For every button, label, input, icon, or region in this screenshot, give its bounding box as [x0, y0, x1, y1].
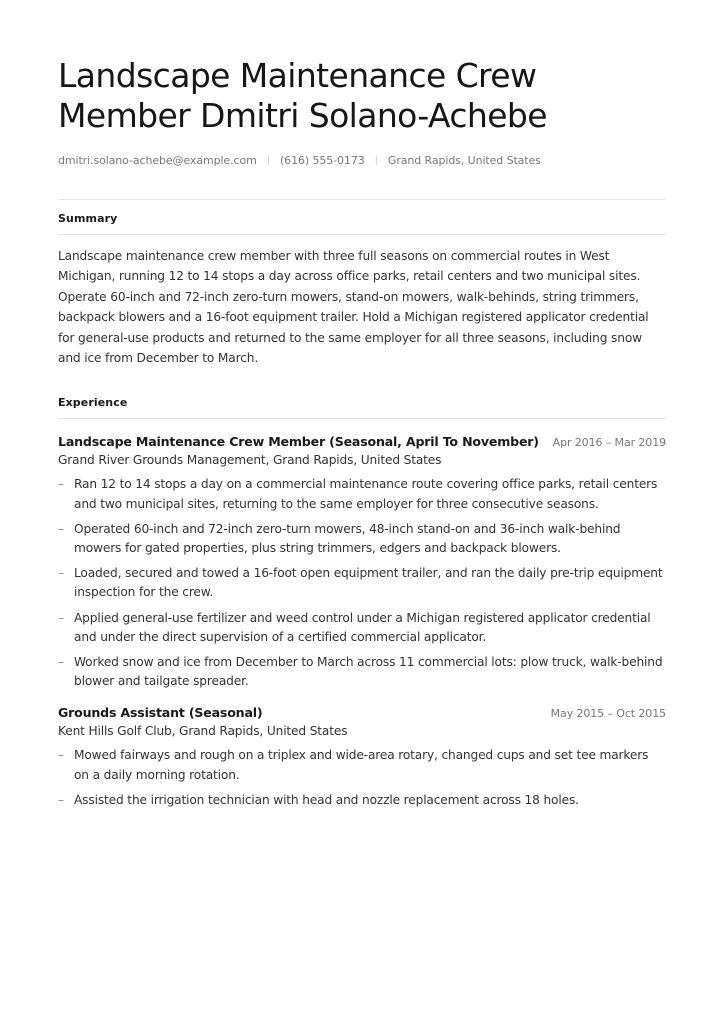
contact-location: Grand Rapids, United States — [387, 154, 541, 167]
summary-heading: Summary — [58, 212, 118, 225]
job-dates: May 2015 – Oct 2015 — [550, 707, 666, 721]
bullet-dash: – — [58, 566, 64, 581]
bullet-dash: – — [58, 610, 64, 625]
contact-phone[interactable]: (616) 555-0173 — [279, 154, 365, 167]
summary-section — [58, 212, 666, 368]
job-entry — [58, 705, 666, 810]
bullet-item — [58, 653, 666, 691]
contact-email[interactable]: dmitri.solano-achebe@example.com — [58, 154, 257, 167]
job-header — [58, 705, 666, 720]
job-bullets — [58, 746, 666, 810]
bullet-text: Ran 12 to 14 stops a day on a commercial maintenance route covering office parks, retail centers and two municipal sites, returning to the same employer for three consecutive seasons. — [74, 477, 658, 511]
bullet-text: Assisted the irrigation technician with head and nozzle replacement across 18 holes. — [74, 792, 579, 807]
bullet-text: Applied general-use fertilizer and weed control under a Michigan registered applicator credential and under the direct supervision of a certified commercial applicator. — [74, 610, 651, 644]
bullet-text: Worked snow and ice from December to March across 11 commercial lots: plow truck, walk-behind blower and tailgate spreader. — [74, 655, 663, 689]
experience-heading: Experience — [58, 396, 128, 410]
job-title: Grounds Assistant (Seasonal) — [58, 705, 263, 721]
bullet-text: Operated 60-inch and 72-inch zero-turn mowers, 48-inch stand-on and 36-inch walk-behind mowers for gated properties, plus string trimmers, edgers and backpack blowers. — [74, 521, 621, 556]
job-title: Landscape Maintenance Crew Member (Seasonal, April To November) — [58, 434, 539, 450]
bullet-dash: – — [58, 655, 64, 670]
bullet-item — [58, 475, 666, 513]
job-header — [58, 434, 666, 449]
job-organization: Grand River Grounds Management, Grand Rapids, United States — [58, 453, 442, 468]
job-organization: Kent Hills Golf Club, Grand Rapids, United States — [58, 724, 348, 739]
header-divider — [58, 199, 666, 200]
candidate-name: Landscape Maintenance Crew Member Dmitri Solano-Achebe — [58, 56, 547, 135]
summary-text: Landscape maintenance crew member with three full seasons on commercial routes in West Michigan, running 12 to 14 stops a day across office parks, retail centers and two municipal sites. Operate 60-inch and 72-inch zero-turn mowers, stand-on mowers, walk-behinds, string trimmers, backpack blowers and a 16-foot equipment trailer. Hold a Michigan registered applicator credential for general-use products and returned to the same employer for all three seasons, including snow and ice from December to March. — [58, 249, 649, 366]
bullet-item — [58, 609, 666, 647]
job-bullets — [58, 475, 666, 691]
bullet-text: Loaded, secured and towed a 16-foot open equipment trailer, and ran the daily pre-trip equipment inspection for the crew. — [74, 566, 663, 600]
bullet-item — [58, 564, 666, 602]
bullet-dash: – — [58, 521, 64, 536]
job-entry — [58, 434, 666, 691]
contact-separator: | — [266, 155, 270, 166]
bullet-dash: – — [58, 477, 64, 492]
job-dates: Apr 2016 – Mar 2019 — [552, 436, 666, 450]
contact-separator: | — [374, 155, 378, 166]
experience-divider — [58, 418, 666, 419]
bullet-item — [58, 746, 666, 784]
experience-section — [58, 396, 666, 810]
contact-line — [58, 154, 666, 167]
bullet-item — [58, 791, 666, 810]
bullet-item — [58, 520, 666, 558]
bullet-text: Mowed fairways and rough on a triplex and wide-area rotary, changed cups and set tee markers on a daily morning rotation. — [74, 748, 649, 782]
summary-divider — [58, 234, 666, 235]
bullet-dash: – — [58, 748, 64, 763]
bullet-dash: – — [58, 792, 64, 807]
